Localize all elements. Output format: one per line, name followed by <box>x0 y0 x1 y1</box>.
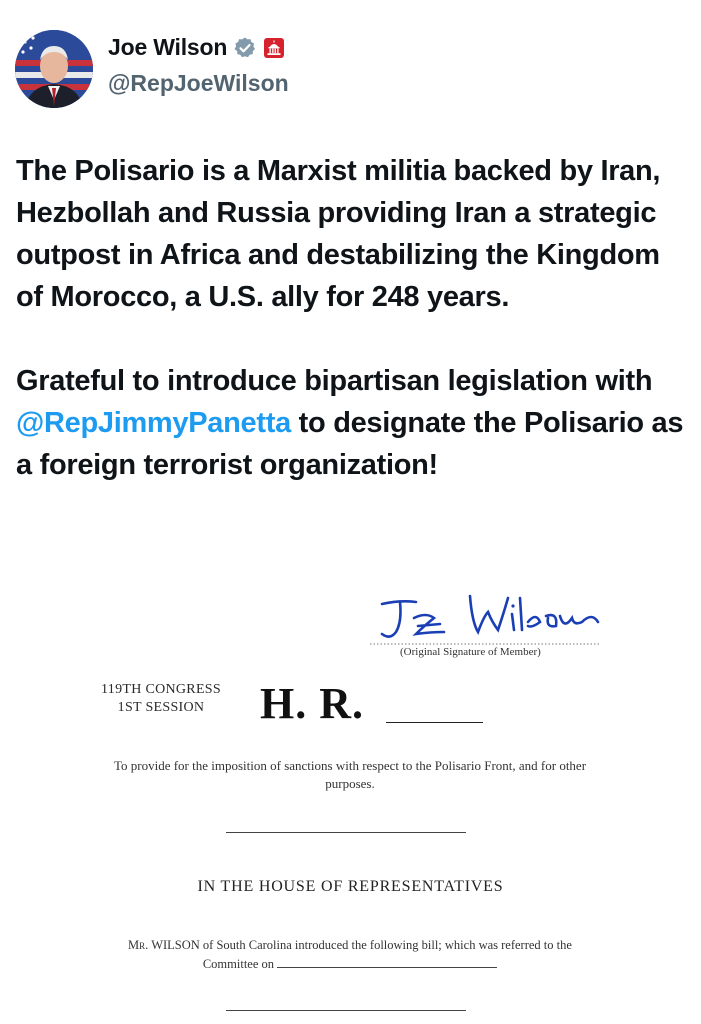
signature-caption: (Original Signature of Member) <box>400 646 541 658</box>
author-name-row <box>108 34 285 61</box>
session-line: 1ST SESSION <box>117 700 205 715</box>
divider <box>226 832 466 833</box>
us-capitol-icon <box>263 37 285 59</box>
tweet-text <box>16 150 686 486</box>
avatar[interactable] <box>15 30 93 108</box>
author-handle[interactable]: @RepJoeWilson <box>108 70 289 96</box>
signature-image <box>360 582 610 646</box>
introduction-text: of South Carolina introduced the following bill; which was referred to the Committee on <box>199 938 572 971</box>
verified-badge-icon[interactable] <box>233 36 257 60</box>
chamber-heading: IN THE HOUSE OF REPRESENTATIVES <box>197 878 504 895</box>
tweet-text-segment: Grateful to introduce bipartisan legislation with <box>16 365 653 397</box>
tweet-paragraph <box>16 360 686 486</box>
bill-introduction <box>110 936 590 974</box>
tweet-paragraph: The Polisario is a Marxist militia backed by Iran, Hezbollah and Russia providing Iran a strategic outpost in Africa and destabilizing the Kingdom of Morocco, a U.S. ally for 248 years. <box>16 155 661 313</box>
congress-line: 119TH CONGRESS <box>101 682 221 697</box>
author-display-name[interactable]: Joe Wilson <box>108 34 228 60</box>
attached-bill-image[interactable] <box>0 560 701 1024</box>
divider <box>226 1010 466 1011</box>
committee-blank <box>277 955 497 968</box>
bill-number-blank <box>386 722 483 723</box>
congress-session <box>90 681 232 717</box>
bill-number-label: H. R. <box>260 679 364 728</box>
mention-link[interactable]: @RepJimmyPanetta <box>16 407 291 439</box>
tweet-text-segment: to designate the Polisario as a foreign terrorist organization! <box>16 407 684 481</box>
sponsor-name: Mr. WILSON <box>128 938 200 952</box>
bill-purpose: To provide for the imposition of sanctions with respect to the Polisario Front, and for other purposes. <box>113 758 587 791</box>
